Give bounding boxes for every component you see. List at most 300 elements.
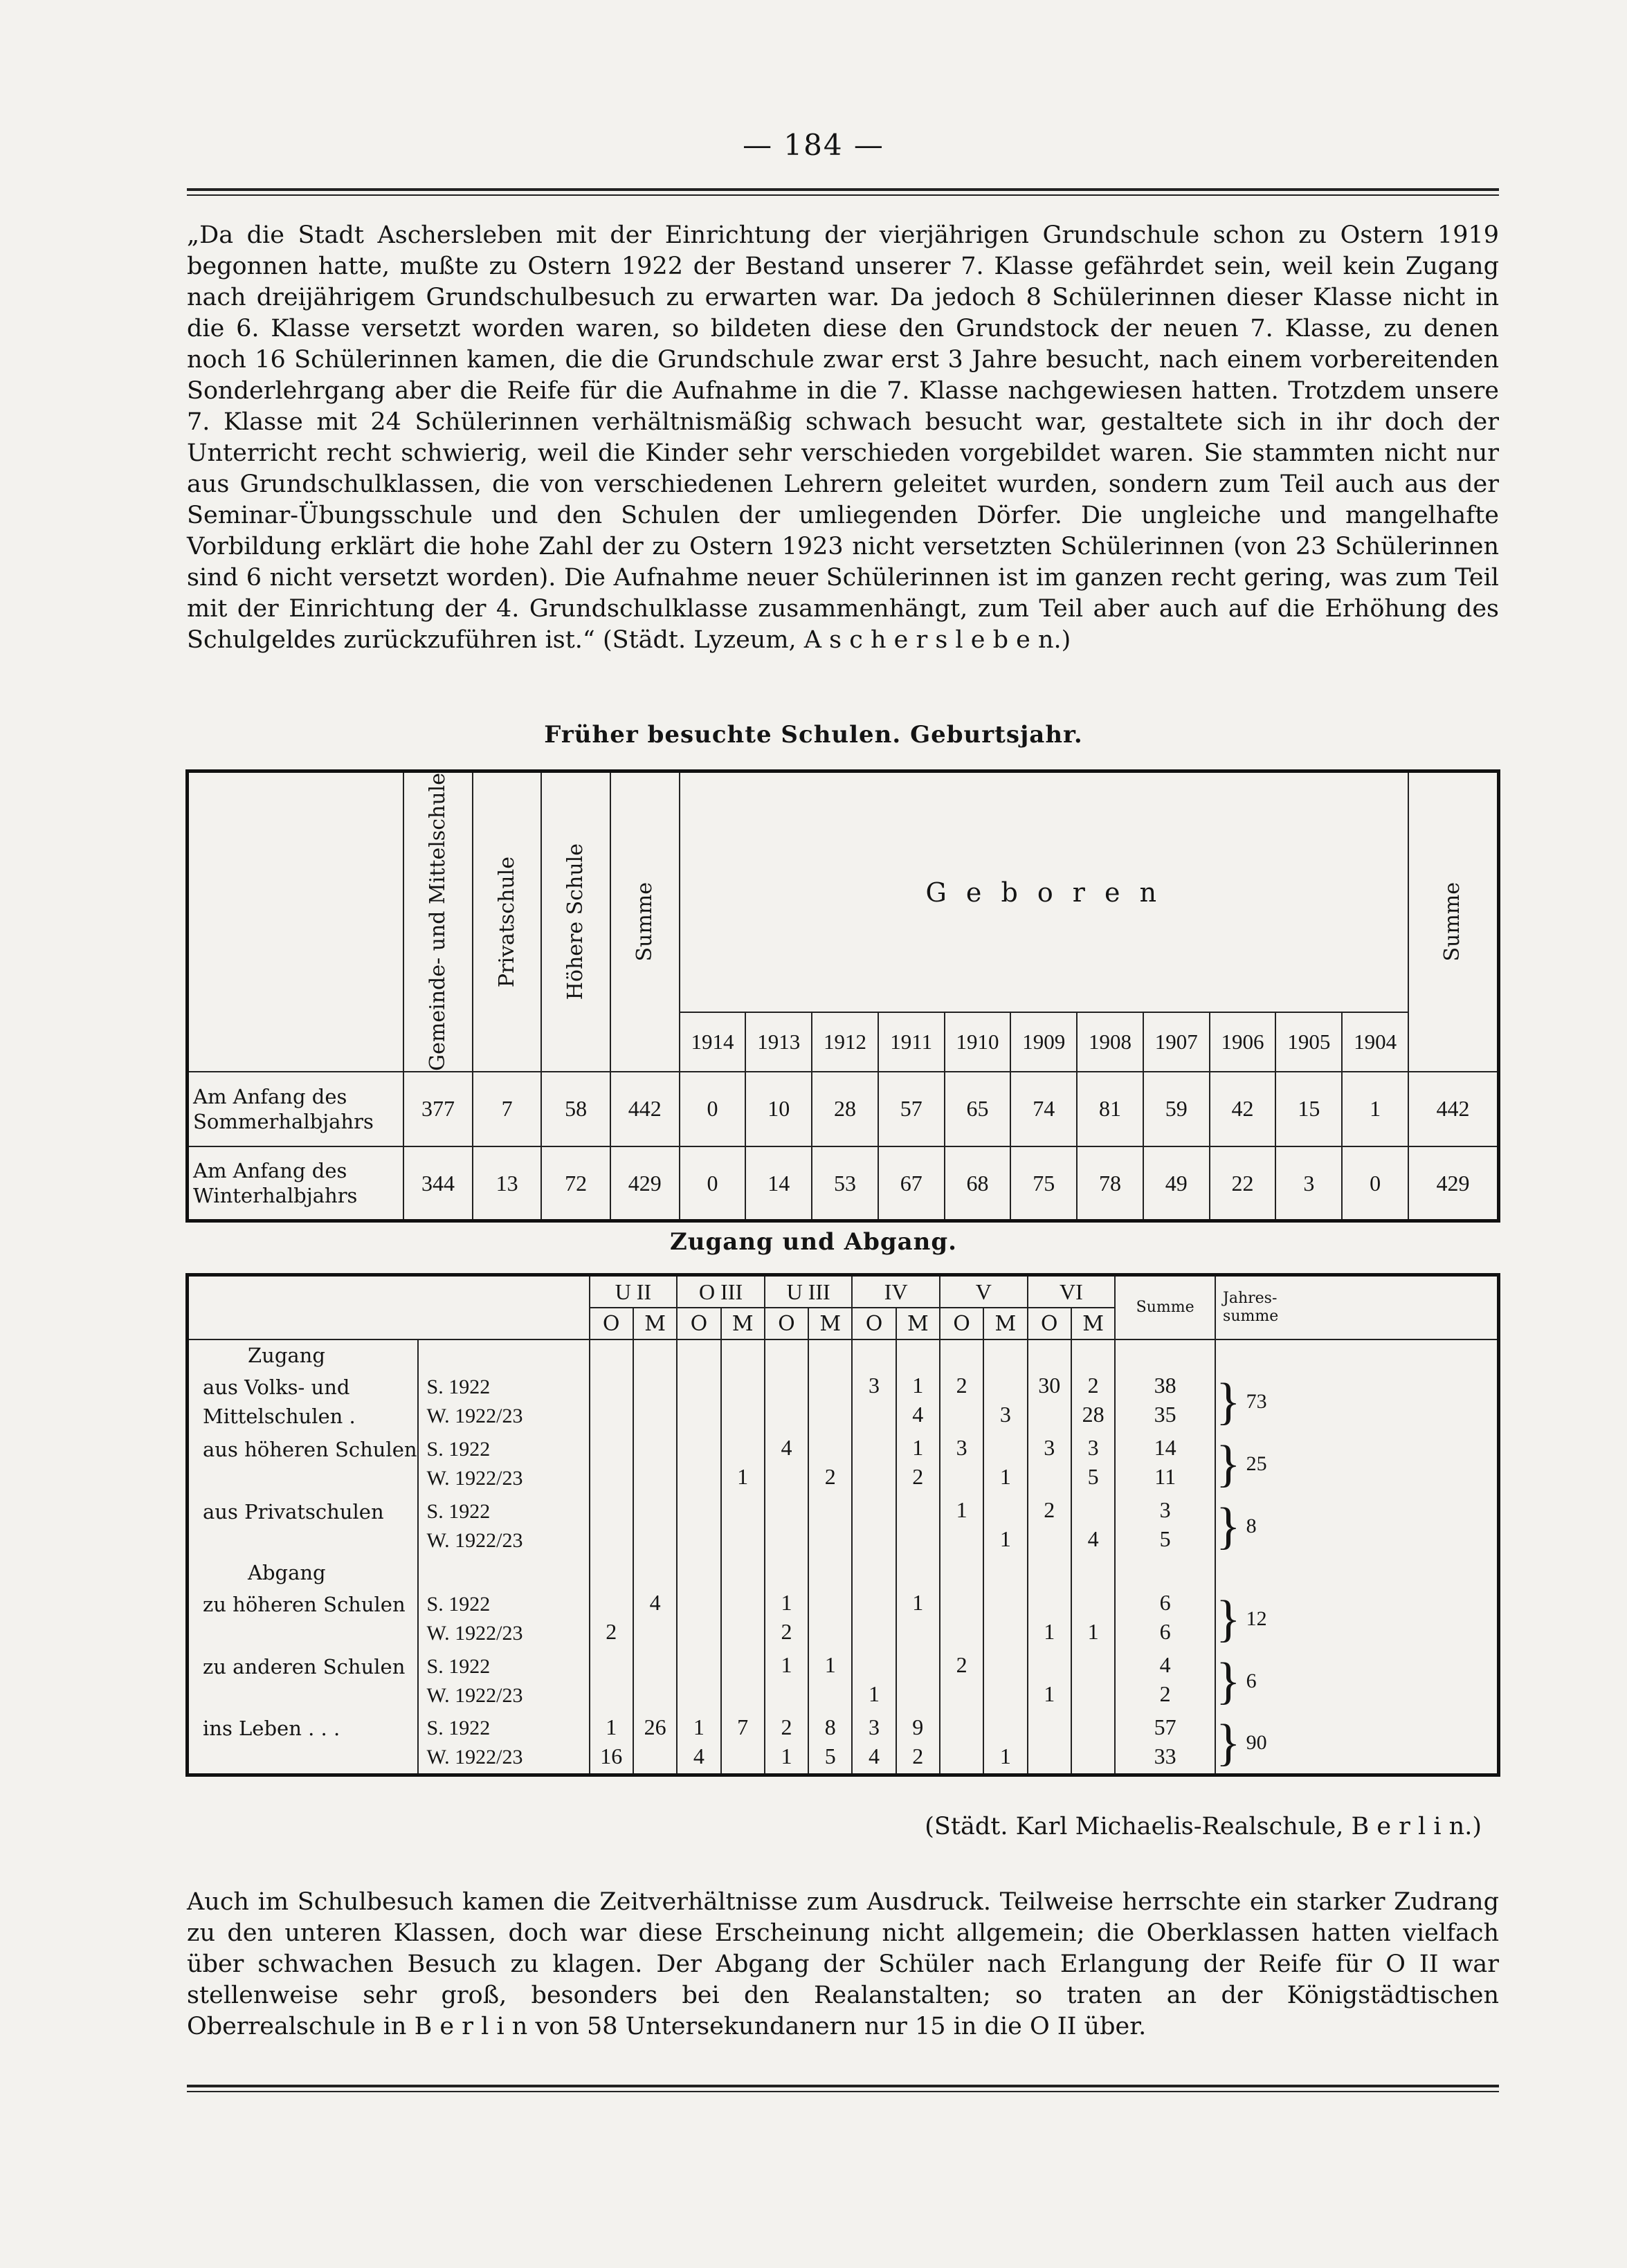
value <box>897 1524 939 1553</box>
empty-cell <box>896 1557 940 1588</box>
value-cell <box>852 1588 896 1650</box>
value <box>634 1495 676 1524</box>
value <box>1028 1588 1071 1617</box>
value: 16 <box>600 1744 623 1768</box>
value: 2 <box>781 1619 792 1644</box>
sum-value: 11 <box>1154 1464 1176 1489</box>
semester-label: W. 1922/23 <box>426 1622 523 1645</box>
row-label-line <box>203 1681 417 1710</box>
semester-label: W. 1922/23 <box>426 1745 523 1768</box>
value: 1 <box>1044 1681 1055 1706</box>
value: 3 <box>956 1435 967 1460</box>
value-cell <box>1028 1433 1071 1495</box>
value <box>590 1495 633 1524</box>
sum-value: 6 <box>1159 1590 1171 1615</box>
row-label-line <box>203 1743 417 1772</box>
semester-label: W. 1922/23 <box>426 1684 523 1707</box>
cell: 3 <box>1275 1146 1342 1221</box>
value-cell <box>808 1588 852 1650</box>
empty-cell <box>590 1339 633 1371</box>
value <box>678 1495 720 1524</box>
value: 8 <box>824 1714 836 1739</box>
value-cell <box>1071 1371 1115 1433</box>
sum-value: 14 <box>1154 1435 1176 1460</box>
sub-o: O <box>677 1308 720 1339</box>
year-header: 1910 <box>945 1012 1011 1072</box>
semester-label: S. 1922 <box>426 1655 491 1678</box>
cell: 14 <box>745 1146 812 1221</box>
section-abgang-row <box>188 1557 1499 1588</box>
value-cell <box>765 1650 808 1712</box>
value-cell <box>896 1495 940 1557</box>
value-cell <box>765 1371 808 1433</box>
sum-value: 5 <box>1159 1526 1171 1551</box>
value-cell <box>590 1650 633 1712</box>
value <box>1072 1588 1114 1617</box>
table2-source: (Städt. Karl Michaelis-Realschule, B e r l i n.) <box>925 1813 1482 1840</box>
cell: 75 <box>1010 1146 1077 1221</box>
row-label <box>188 1588 418 1650</box>
value <box>1072 1495 1114 1524</box>
value <box>940 1588 983 1617</box>
value: 1 <box>737 1464 749 1489</box>
value-cell <box>852 1433 896 1495</box>
value: 1 <box>912 1435 924 1460</box>
value <box>590 1371 633 1400</box>
sum-cell <box>1115 1588 1215 1650</box>
intake-departure-table <box>185 1273 1500 1777</box>
empty-cell <box>896 1339 940 1371</box>
value-cell <box>940 1712 983 1775</box>
value-cell <box>940 1371 983 1433</box>
row-label-line1: Am Anfang des <box>193 1159 347 1183</box>
sub-o: O <box>1028 1308 1071 1339</box>
row-label-line1: Am Anfang des <box>193 1084 347 1108</box>
sub-o: O <box>765 1308 808 1339</box>
table2-row <box>188 1371 1499 1433</box>
value <box>765 1679 808 1708</box>
value-cell <box>633 1712 677 1775</box>
value: 2 <box>912 1744 924 1768</box>
value-cell <box>808 1712 852 1775</box>
brace-wrap <box>1216 1590 1267 1648</box>
year-header: 1904 <box>1342 1012 1408 1072</box>
value <box>634 1433 676 1462</box>
value: 30 <box>1038 1373 1061 1398</box>
cell: 1 <box>1342 1072 1408 1146</box>
value <box>809 1617 851 1646</box>
cell: 67 <box>878 1146 945 1221</box>
empty-cell <box>852 1339 896 1371</box>
value <box>897 1650 939 1679</box>
semester-cell <box>418 1433 590 1495</box>
cell: 74 <box>1010 1072 1077 1146</box>
value <box>853 1433 895 1462</box>
row-label <box>188 1072 404 1146</box>
brace-wrap <box>1216 1497 1257 1555</box>
value: 4 <box>781 1435 792 1460</box>
sub-m: M <box>633 1308 677 1339</box>
sub-m: M <box>896 1308 940 1339</box>
sub-o: O <box>590 1308 633 1339</box>
value-cell <box>1028 1495 1071 1557</box>
cell: 72 <box>541 1146 610 1221</box>
value <box>1028 1462 1071 1491</box>
value-cell <box>852 1650 896 1712</box>
empty-cell <box>633 1339 677 1371</box>
cell: 344 <box>403 1146 473 1221</box>
value-cell <box>590 1712 633 1775</box>
brace-icon: } <box>1216 1714 1241 1771</box>
value-cell <box>983 1433 1027 1495</box>
sum-value: 4 <box>1159 1652 1171 1677</box>
value-cell <box>721 1712 765 1775</box>
value: 4 <box>693 1744 705 1768</box>
sum-cell <box>1115 1495 1215 1557</box>
value: 1 <box>781 1652 792 1677</box>
year-sum-cell <box>1215 1650 1498 1712</box>
value <box>897 1679 939 1708</box>
row-label-line <box>203 1619 417 1648</box>
value <box>634 1400 676 1429</box>
empty-cell <box>1071 1557 1115 1588</box>
group-header: IV <box>852 1275 940 1308</box>
year-sum-cell <box>1215 1495 1498 1557</box>
value: 1 <box>781 1590 792 1615</box>
value-cell <box>633 1433 677 1495</box>
value <box>634 1617 676 1646</box>
empty-cell <box>1071 1339 1115 1371</box>
value <box>634 1741 676 1771</box>
value <box>634 1371 676 1400</box>
empty-cell <box>1115 1339 1215 1371</box>
value-cell <box>983 1588 1027 1650</box>
value: 2 <box>956 1373 967 1398</box>
empty-cell <box>940 1339 983 1371</box>
value <box>678 1679 720 1708</box>
page-number: — 184 — <box>743 128 884 162</box>
semester-label: W. 1922/23 <box>426 1405 523 1427</box>
semester-label: S. 1922 <box>426 1375 491 1398</box>
value <box>1072 1712 1114 1741</box>
bottom-rule-thin <box>187 2091 1499 2092</box>
cell: 78 <box>1077 1146 1143 1221</box>
cell: 429 <box>1408 1146 1499 1221</box>
year-sum-value: 90 <box>1246 1730 1267 1754</box>
value <box>984 1588 1026 1617</box>
value-cell <box>1028 1588 1071 1650</box>
value <box>984 1679 1026 1708</box>
table2-row <box>188 1588 1499 1650</box>
value-cell <box>983 1495 1027 1557</box>
year-sum-header <box>1215 1275 1498 1340</box>
year-header: 1907 <box>1143 1012 1210 1072</box>
year-sum-cell <box>1215 1433 1498 1495</box>
value <box>853 1462 895 1491</box>
value-cell <box>721 1433 765 1495</box>
empty-cell <box>765 1339 808 1371</box>
year-sum-cell <box>1215 1712 1498 1775</box>
value-cell <box>633 1650 677 1712</box>
table1-heading: Früher besuchte Schulen. Geburtsjahr. <box>544 721 1083 749</box>
brace-icon: } <box>1216 1498 1241 1555</box>
value-cell <box>721 1495 765 1557</box>
value: 2 <box>781 1714 792 1739</box>
brace-wrap <box>1216 1435 1267 1493</box>
intro-paragraph <box>187 220 1499 656</box>
intro-source: (Städt. Lyzeum, A s c h e r s l e b e n.) <box>602 626 1071 654</box>
cell: 442 <box>610 1072 680 1146</box>
value <box>678 1433 720 1462</box>
semester-label: S. 1922 <box>426 1500 491 1523</box>
value <box>590 1433 633 1462</box>
closing-paragraph <box>187 1887 1499 2042</box>
value <box>809 1524 851 1553</box>
value: 2 <box>606 1619 617 1644</box>
value: 1 <box>999 1526 1011 1551</box>
value <box>984 1433 1026 1462</box>
value: 2 <box>956 1652 967 1677</box>
sum-value: 57 <box>1154 1714 1176 1739</box>
row-label-line: zu anderen Schulen <box>203 1655 406 1679</box>
value-cell <box>852 1371 896 1433</box>
row-label-line2: Winterhalbjahrs <box>193 1184 358 1208</box>
value: 1 <box>1087 1619 1099 1644</box>
brace-wrap <box>1216 1373 1267 1431</box>
value <box>722 1400 764 1429</box>
cell: 81 <box>1077 1072 1143 1146</box>
row-label-line <box>203 1464 417 1493</box>
sub-m: M <box>983 1308 1027 1339</box>
section-zugang-row <box>188 1339 1499 1371</box>
value <box>634 1679 676 1708</box>
value <box>722 1371 764 1400</box>
table2-row <box>188 1712 1499 1775</box>
value: 2 <box>824 1464 836 1489</box>
cell: 10 <box>745 1072 812 1146</box>
cell: 42 <box>1210 1072 1276 1146</box>
value <box>722 1495 764 1524</box>
value <box>853 1650 895 1679</box>
value-cell <box>633 1588 677 1650</box>
value-cell <box>940 1588 983 1650</box>
value <box>590 1650 633 1679</box>
year-sum-cell <box>1215 1371 1498 1433</box>
value <box>940 1712 983 1741</box>
value-cell <box>896 1712 940 1775</box>
value: 2 <box>912 1464 924 1489</box>
value-cell <box>983 1650 1027 1712</box>
value-cell <box>590 1371 633 1433</box>
value-cell <box>940 1495 983 1557</box>
cell: 0 <box>680 1072 746 1146</box>
cell: 0 <box>680 1146 746 1221</box>
value-cell <box>1071 1650 1115 1712</box>
empty-cell <box>1028 1557 1071 1588</box>
sum-cell <box>1115 1433 1215 1495</box>
value: 28 <box>1082 1402 1105 1427</box>
value <box>1028 1400 1071 1429</box>
semester-label: S. 1922 <box>426 1438 491 1461</box>
empty-cell <box>677 1557 720 1588</box>
row-label-line2: Sommerhalbjahrs <box>193 1109 374 1133</box>
empty-cell <box>1028 1339 1071 1371</box>
cell: 442 <box>1408 1072 1499 1146</box>
value <box>765 1371 808 1400</box>
value-cell <box>1071 1495 1115 1557</box>
empty-cell <box>418 1557 590 1588</box>
value <box>1028 1524 1071 1553</box>
sum-value: 33 <box>1154 1744 1176 1768</box>
value <box>722 1741 764 1771</box>
table1-geboren-header: G e b o r e n <box>680 771 1408 1013</box>
value: 9 <box>912 1714 924 1739</box>
value-cell <box>590 1588 633 1650</box>
value <box>1072 1741 1114 1771</box>
value <box>634 1462 676 1491</box>
value <box>634 1524 676 1553</box>
empty-cell <box>1215 1557 1498 1588</box>
value-cell <box>765 1495 808 1557</box>
sum-cell <box>1115 1712 1215 1775</box>
row-label-line: Mittelschulen . <box>203 1405 356 1428</box>
sum-value: 3 <box>1159 1497 1171 1522</box>
value <box>590 1588 633 1617</box>
value <box>853 1588 895 1617</box>
empty-cell <box>983 1339 1027 1371</box>
value-cell <box>765 1588 808 1650</box>
sub-m: M <box>1071 1308 1115 1339</box>
value <box>853 1524 895 1553</box>
table1-col-privat <box>473 771 542 1072</box>
value: 3 <box>869 1373 880 1398</box>
value <box>678 1462 720 1491</box>
value <box>678 1371 720 1400</box>
empty-cell <box>721 1557 765 1588</box>
group-header: O III <box>677 1275 765 1308</box>
value <box>678 1588 720 1617</box>
value: 1 <box>912 1590 924 1615</box>
value: 1 <box>606 1714 617 1739</box>
row-label-line: aus Volks- und <box>203 1375 350 1399</box>
brace-wrap <box>1216 1652 1257 1710</box>
value: 3 <box>1087 1435 1099 1460</box>
empty-cell <box>983 1557 1027 1588</box>
semester-cell <box>418 1495 590 1557</box>
row-label-line: aus höheren Schulen <box>203 1438 417 1461</box>
value: 3 <box>869 1714 880 1739</box>
empty-cell <box>765 1557 808 1588</box>
intro-text: „Da die Stadt Aschersleben mit der Einrichtung der vierjährigen Grundschule schon zu Ostern 1919 begonnen hatte, mußte zu Ostern 1922 der Bestand unserer 7. Klasse gefährdet sein, weil kein Zugang nach dreijährigem Grundschulbesuch zu erwarten war. Da jedoch 8 Schülerinnen dieser Klasse nicht in die 6. Klasse versetzt worden waren, so bildeten diese den Grundstock der neuen 7. Klasse, zu denen noch 16 Schülerinnen kamen, die die Grundschule zwar erst 3 Jahre besucht, nach einem vorbereitenden Sonderlehrgang aber die Reife für die Aufnahme in die 7. Klasse nachgewiesen hatten. Trotzdem unsere 7. Klasse mit 24 Schülerinnen verhältnismäßig schwach besucht war, gestaltete sich in ihr doch der Unterricht recht schwierig, weil die Kinder sehr verschieden vorgebildet waren. Sie stammten nicht nur aus Grundschulklassen, die von verschiedenen Lehrern geleitet wurden, sondern zum Teil auch aus der Seminar-Übungsschule und den Schulen der umliegenden Dörfer. Die ungleiche und mangelhafte Vorbildung erklärt die hohe Zahl der zu Ostern 1923 nicht versetzten Schülerinnen (von 23 Schülerinnen sind 6 nicht versetzt worden). Die Aufnahme neuer Schülerinnen ist im ganzen recht gering, was zum Teil mit der Einrichtung der 4. Grundschulklasse zusammenhängt, zum Teil aber auch auf die Erhöhung des Schulgeldes zurückzuführen ist.“ <box>187 221 1499 654</box>
value-cell <box>590 1433 633 1495</box>
year-sum-value: 25 <box>1246 1452 1267 1475</box>
sum-value: 2 <box>1159 1681 1171 1706</box>
semester-label: S. 1922 <box>426 1593 491 1616</box>
value <box>809 1495 851 1524</box>
row-label-line <box>203 1526 417 1555</box>
value <box>765 1400 808 1429</box>
value <box>590 1679 633 1708</box>
top-rule <box>187 188 1499 191</box>
sum-value: 6 <box>1159 1619 1171 1644</box>
table1-row-sommer <box>188 1072 1499 1146</box>
table2-heading: Zugang und Abgang. <box>669 1228 957 1256</box>
row-label-line: aus Privatschulen <box>203 1500 384 1524</box>
value <box>897 1495 939 1524</box>
value-cell <box>896 1588 940 1650</box>
value: 4 <box>869 1744 880 1768</box>
semester-cell <box>418 1650 590 1712</box>
group-header: V <box>940 1275 1028 1308</box>
year-header: 1909 <box>1010 1012 1077 1072</box>
value <box>678 1650 720 1679</box>
value-cell <box>677 1712 720 1775</box>
empty-cell <box>1115 1557 1215 1588</box>
semester-cell <box>418 1371 590 1433</box>
value: 26 <box>644 1714 666 1739</box>
value-cell <box>852 1495 896 1557</box>
value-cell <box>1028 1650 1071 1712</box>
year-sum-value: 8 <box>1246 1515 1257 1537</box>
row-label <box>188 1371 418 1433</box>
value-cell <box>1028 1371 1071 1433</box>
value <box>809 1433 851 1462</box>
year-header: 1908 <box>1077 1012 1143 1072</box>
value <box>590 1462 633 1491</box>
value <box>853 1400 895 1429</box>
value <box>678 1617 720 1646</box>
value-cell <box>808 1650 852 1712</box>
year-sum-value: 73 <box>1246 1390 1267 1413</box>
value: 1 <box>956 1497 967 1522</box>
value <box>1028 1650 1071 1679</box>
value <box>940 1524 983 1553</box>
empty-cell <box>940 1557 983 1588</box>
table1-col-summe <box>610 771 680 1072</box>
row-label <box>188 1650 418 1712</box>
value: 5 <box>824 1744 836 1768</box>
value-cell <box>983 1371 1027 1433</box>
brace-icon: } <box>1216 1591 1241 1647</box>
cell: 57 <box>878 1072 945 1146</box>
value <box>984 1712 1026 1741</box>
empty-cell <box>721 1339 765 1371</box>
value <box>1028 1712 1071 1741</box>
sum-value: 35 <box>1154 1402 1176 1427</box>
value <box>940 1741 983 1771</box>
value <box>940 1400 983 1429</box>
value-cell <box>765 1433 808 1495</box>
value <box>590 1400 633 1429</box>
sub-o: O <box>852 1308 896 1339</box>
brace-icon: } <box>1216 1653 1241 1710</box>
year-sum-value: 6 <box>1246 1670 1257 1692</box>
value-cell <box>983 1712 1027 1775</box>
cell: 13 <box>473 1146 542 1221</box>
value: 2 <box>1087 1373 1099 1398</box>
empty-cell <box>633 1557 677 1588</box>
value <box>984 1371 1026 1400</box>
value <box>940 1462 983 1491</box>
row-label-line: ins Leben . . . <box>203 1716 340 1740</box>
empty-cell <box>590 1557 633 1588</box>
value-cell <box>808 1433 852 1495</box>
value: 4 <box>1087 1526 1099 1551</box>
empty-cell <box>852 1557 896 1588</box>
value-cell <box>1028 1712 1071 1775</box>
value-cell <box>765 1712 808 1775</box>
value <box>722 1679 764 1708</box>
